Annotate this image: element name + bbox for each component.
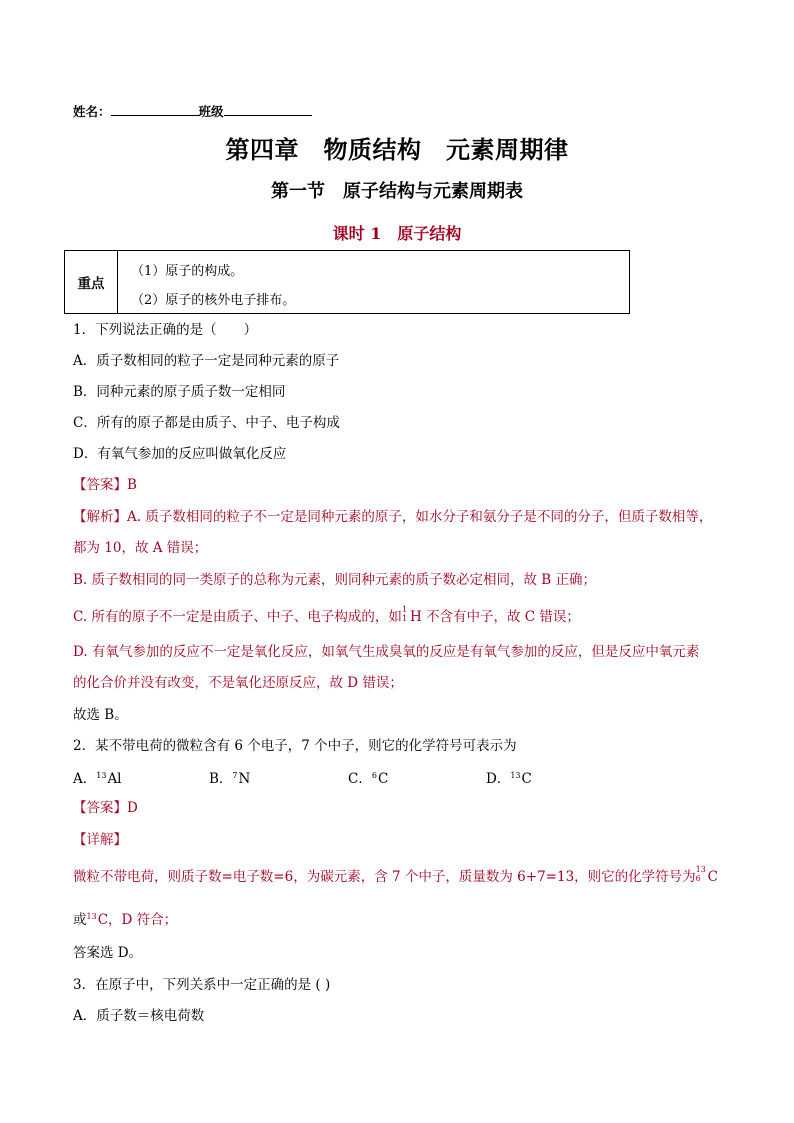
name-label: 姓名：: [73, 104, 111, 119]
q2-conclusion: 答案选 D。: [73, 945, 143, 961]
key-point-item: （2）原子的核外电子排布。: [131, 293, 296, 308]
mass-number: 6: [371, 771, 377, 780]
atomic-number: 6: [695, 874, 701, 883]
analysis-text: H 不含有中子，故 C 错误；: [409, 609, 580, 625]
nuclide-stack: [402, 607, 410, 623]
detail-text: 或: [73, 912, 87, 928]
analysis-label: 【解析】: [73, 509, 127, 525]
mass-number: 1: [401, 605, 408, 614]
q1-answer: [73, 476, 137, 494]
option-letter: C．: [348, 771, 372, 787]
mass-number: 7: [232, 771, 238, 780]
q1-analysis-c: [73, 607, 580, 626]
element-symbol: C: [521, 771, 532, 787]
analysis-text: A. 质子数相同的粒子不一定是同种元素的原子，如水分子和氨分子是不同的分子，但质子数相等，: [127, 509, 713, 525]
q1-analysis-d-line1: D. 有氧气参加的反应不一定是氧化反应，如氧气生成臭氧的反应是有氧气参加的反应，但是反应中氧元素: [73, 644, 700, 660]
answer-label: 【答案】: [73, 477, 127, 493]
analysis-text: C. 所有的原子不一定是由质子、中子、电子构成的，如: [73, 609, 402, 625]
mass-number: 13: [96, 771, 107, 780]
atomic-number: 1: [401, 614, 408, 623]
chapter-title: 第四章 物质结构 元素周期律: [225, 135, 569, 164]
element-symbol: Al: [107, 771, 122, 787]
key-points-label: 重点: [65, 251, 118, 313]
q1-analysis-a-line1: [73, 508, 712, 526]
q2-option-d: [486, 767, 532, 787]
section-title: 第一节 原子结构与元素周期表: [271, 181, 523, 202]
q1-analysis-b: B. 质子数相同的同一类原子的总称为元素，则同种元素的质子数必定相同，故 B 正确；: [73, 572, 597, 588]
class-blank[interactable]: [224, 102, 312, 116]
q2-option-c: [348, 767, 388, 787]
q2-option-a: [73, 767, 122, 787]
option-letter: A．: [73, 771, 97, 787]
class-label: 班级: [198, 104, 224, 119]
mass-number: 13: [695, 865, 706, 874]
key-point-item: （1）原子的构成。: [131, 264, 244, 279]
key-points-box: [64, 250, 630, 314]
q2-option-b: [209, 767, 250, 787]
option-letter: D．: [486, 771, 511, 787]
element-symbol: N: [238, 771, 251, 787]
q2-stem: 2．某不带电荷的微粒含有 6 个电子，7 个中子，则它的化学符号可表示为: [73, 738, 517, 754]
nuclide-stack: [696, 867, 708, 883]
q3-option-a: A．质子数＝核电荷数: [73, 1008, 205, 1024]
q1-conclusion: 故选 B。: [73, 707, 128, 723]
detail-text: 微粒不带电荷，则质子数=电子数=6，为碳元素，含 7 个中子，质量数为 6+7=13，则它的化学符号为: [73, 869, 696, 885]
answer-value: D: [127, 800, 138, 816]
detail-text: C，D 符合；: [97, 912, 178, 928]
q1-analysis-d-line2: 的化合价并没有改变，不是氧化还原反应，故 D 错误；: [73, 675, 403, 691]
mass-number: 13: [510, 771, 521, 780]
q2-detail-line1: [73, 867, 718, 886]
q1-stem: 1．下列说法正确的是（ ）: [73, 322, 258, 338]
q1-option-d: D．有氧气参加的反应叫做氧化反应: [73, 446, 287, 462]
q3-stem: 3．在原子中，下列关系中一定正确的是 ( ): [73, 977, 331, 993]
option-letter: B．: [209, 771, 233, 787]
mass-number: 13: [86, 912, 97, 921]
q1-option-a: A．质子数相同的粒子一定是同种元素的原子: [73, 353, 340, 369]
q1-analysis-a-line2: 都为 10，故 A 错误；: [73, 540, 208, 556]
q1-option-b: B．同种元素的原子质子数一定相同: [73, 384, 286, 400]
answer-value: B: [127, 477, 137, 493]
q2-answer: [73, 799, 138, 817]
q2-detail-line2: [73, 908, 177, 929]
answer-label: 【答案】: [73, 800, 127, 816]
element-symbol: C: [377, 771, 389, 787]
q2-detail-label: 【详解】: [73, 832, 127, 848]
q1-option-c: C．所有的原子都是由质子、中子、电子构成: [73, 415, 340, 431]
name-blank[interactable]: [111, 102, 199, 116]
lesson-title: 课时 1 原子结构: [332, 224, 462, 243]
element-symbol: C: [707, 869, 718, 885]
name-class-row: [73, 102, 312, 121]
